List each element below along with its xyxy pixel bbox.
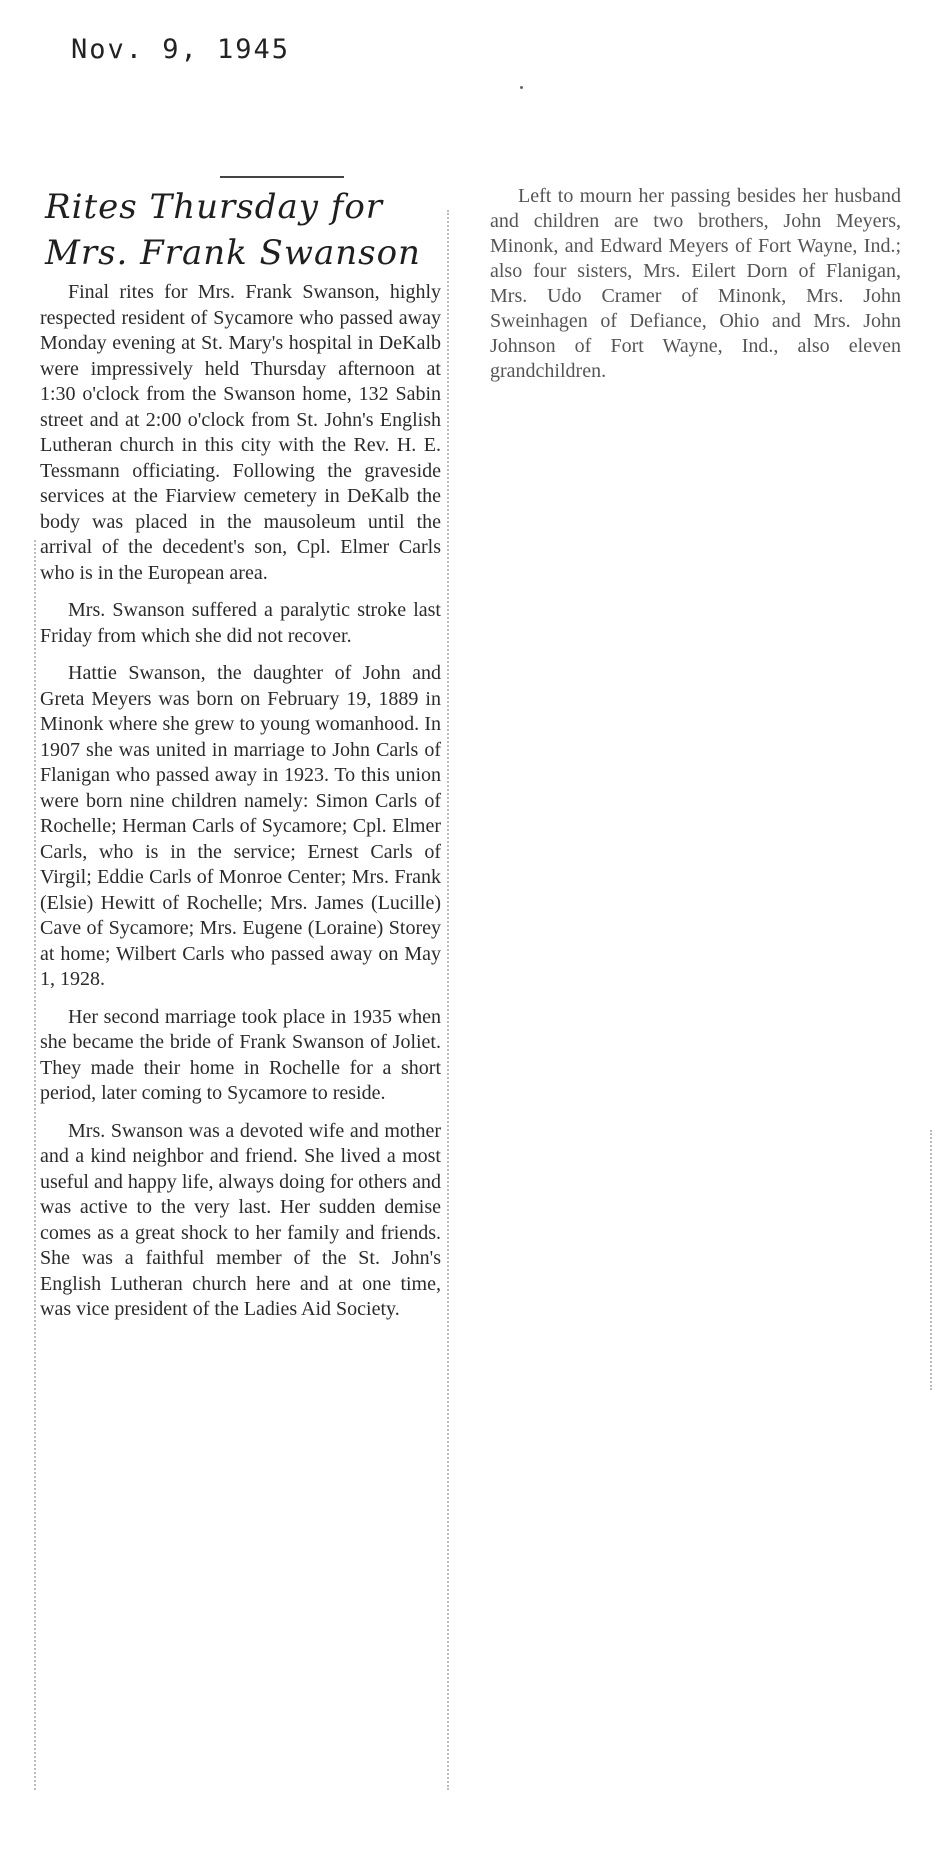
paragraph-stroke: Mrs. Swanson suffered a paralytic stroke last Friday from which she did not recover. — [40, 599, 441, 647]
article-column-right — [490, 184, 901, 396]
paragraph-biography: Hattie Swanson, the daughter of John and Greta Meyers was born on February 19, 1889 in Minonk where she grew to young womanhood. In 1907 she was united in marriage to John Carls of Flanigan who passed away in 1923. To this union were born nine children namely: Simon Carls of Rochelle; Herman Carls of Sycamore; Cpl. Elmer Carls, who is in the service; Ernest Carls of Virgil; Eddie Carls of Monroe Center; Mrs. Frank (Elsie) Hewitt of Rochelle; Mrs. James (Lucille) Cave of Sycamore; Mrs. Eugene (Loraine) Storey at home; Wilbert Carls who passed away on May 1, 1928. — [40, 662, 441, 990]
headline-rule — [220, 176, 344, 178]
column-edge-mark-right — [930, 1130, 932, 1390]
paragraph-tribute: Mrs. Swanson was a devoted wife and mother and a kind neighbor and friend. She lived a most useful and happy life, always doing for others and was active to the very last. Her sudden demise comes as a great shock to her family and friends. She was a faithful member of the St. John's English Lutheran church here and at one time, was vice president of the Ladies Aid Society. — [40, 1119, 441, 1320]
article-headline — [45, 184, 441, 276]
clipping-date: Nov. 9, 1945 — [71, 34, 291, 65]
paragraph-funeral-rites: Final rites for Mrs. Frank Swanson, highly respected resident of Sycamore who passed away Monday evening at St. Mary's hospital in DeKalb were impressively held Thursday afternoon at 1:30 o'clock from the Swanson home, 132 Sabin street and at 2:00 o'clock from St. John's English Lutheran church in this city with the Rev. H. E. Tessmann officiating. Following the graveside services at the Fiarview cemetery in DeKalb the body was placed in the mausoleum until the arrival of the decedent's son, Cpl. Elmer Carls who is in the European area. — [40, 281, 441, 584]
paragraph-survivors: Left to mourn her passing besides her husband and children are two brothers, John Meyers, Minonk, and Edward Meyers of Fort Wayne, Ind.; also four sisters, Mrs. Eilert Dorn of Flanigan, Mrs. Udo Cramer of Minonk, Mrs. John Sweinhagen of Defiance, Ohio and Mrs. John Johnson of Fort Wayne, Ind., also eleven grandchildren. — [490, 185, 901, 382]
column-edge-mark-left — [34, 540, 36, 1790]
headline-line-1: Rites Thursday for — [45, 187, 384, 227]
speck-mark — [520, 86, 523, 89]
paragraph-second-marriage: Her second marriage took place in 1935 when she became the bride of Frank Swanson of Joliet. They made their home in Rochelle for a short period, later coming to Sycamore to reside. — [40, 1005, 441, 1104]
headline-line-2: Mrs. Frank Swanson — [45, 233, 421, 273]
article-column-left — [40, 184, 441, 1335]
column-edge-mark-middle — [447, 210, 449, 1790]
